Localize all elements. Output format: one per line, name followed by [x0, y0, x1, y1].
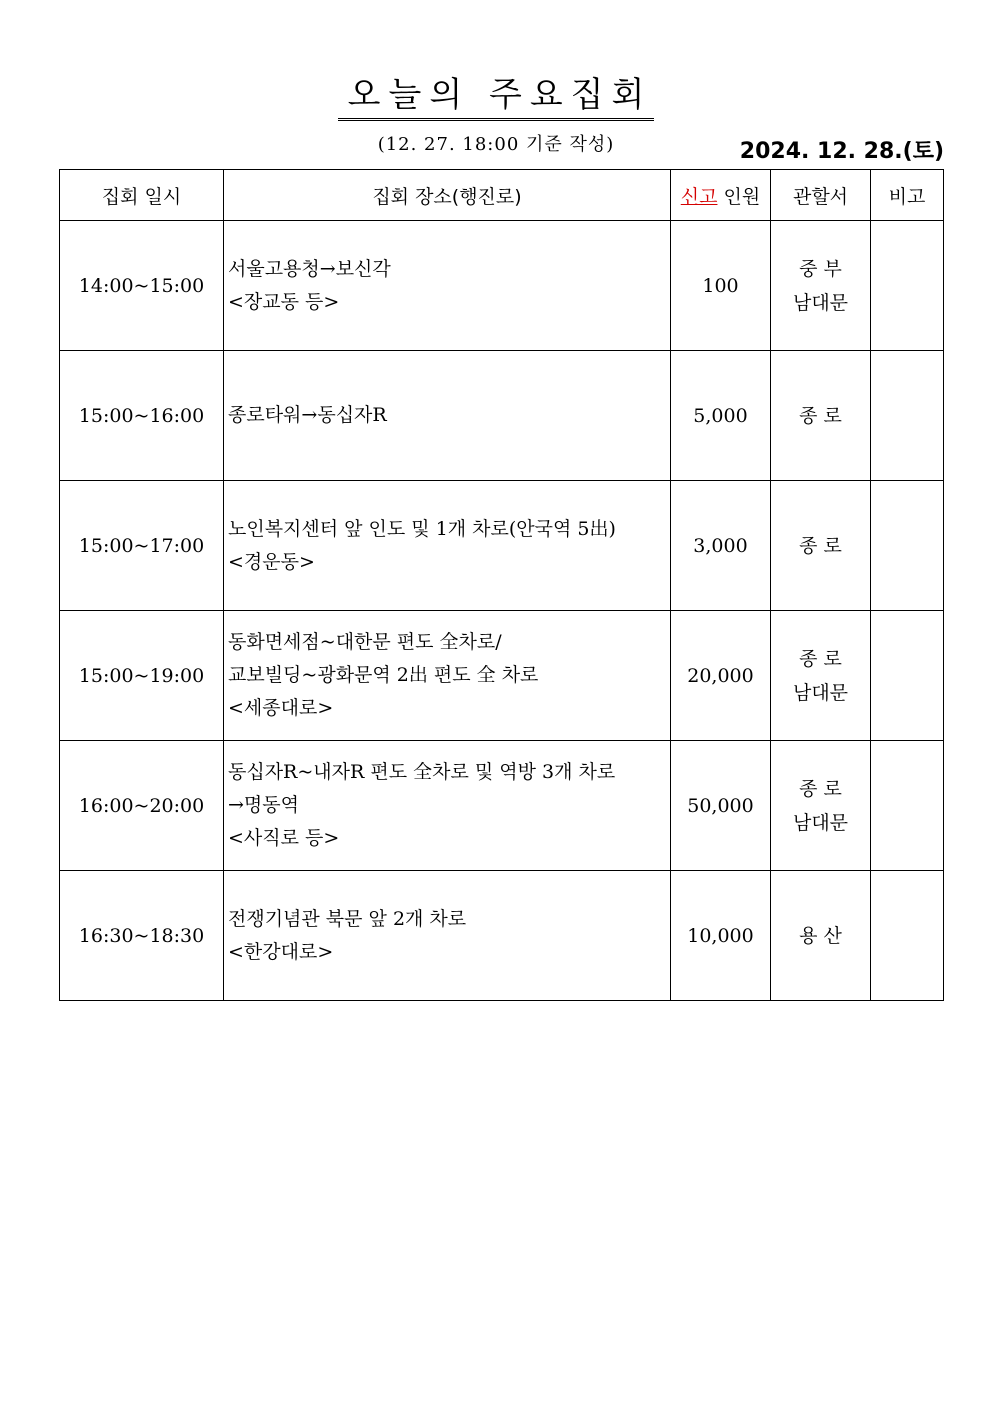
basis-note: (12. 27. 18:00 기준 작성)	[377, 134, 615, 155]
report-date: 2024. 12. 28.(토)	[739, 139, 944, 164]
office-line: 남대문	[792, 291, 849, 314]
place-line: 종로타워→동십자R	[228, 404, 387, 426]
cell-note	[871, 741, 944, 871]
cell-time: 16:30~18:30	[60, 871, 224, 1001]
cell-count: 20,000	[671, 611, 771, 741]
page-title: 오늘의 주요집회	[338, 74, 655, 121]
rally-table	[59, 169, 944, 1001]
cell-count: 50,000	[671, 741, 771, 871]
office-line: 중 부	[799, 257, 842, 280]
office-line: 종 로	[799, 534, 842, 557]
cell-place	[224, 611, 671, 741]
place-line: 전쟁기념관 북문 앞 2개 차로	[228, 907, 467, 930]
col-header-office: 관할서	[771, 170, 871, 221]
cell-place	[224, 741, 671, 871]
cell-place	[224, 221, 671, 351]
cell-place	[224, 481, 671, 611]
cell-count: 5,000	[671, 351, 771, 481]
office-line: 종 로	[799, 647, 842, 670]
place-line: <장교동 등>	[228, 290, 340, 313]
table-row	[60, 221, 944, 351]
col-header-count-people: 인원	[723, 185, 761, 208]
place-line: 동화면세점~대한문 편도 全차로/	[228, 631, 502, 653]
cell-office	[771, 351, 871, 481]
cell-note	[871, 481, 944, 611]
cell-time: 15:00~17:00	[60, 481, 224, 611]
cell-office	[771, 871, 871, 1001]
cell-office	[771, 221, 871, 351]
cell-note	[871, 351, 944, 481]
office-line: 종 로	[799, 404, 842, 427]
cell-time: 16:00~20:00	[60, 741, 224, 871]
place-line: 교보빌딩~광화문역 2出 편도 全 차로	[228, 664, 539, 686]
col-header-time: 집회 일시	[60, 170, 224, 221]
place-line: 서울고용청→보신각	[228, 257, 391, 280]
cell-office	[771, 481, 871, 611]
cell-count: 100	[671, 221, 771, 351]
cell-note	[871, 221, 944, 351]
cell-count: 10,000	[671, 871, 771, 1001]
place-line: →명동역	[228, 794, 299, 816]
cell-note	[871, 871, 944, 1001]
cell-time: 15:00~19:00	[60, 611, 224, 741]
cell-place	[224, 351, 671, 481]
cell-place	[224, 871, 671, 1001]
table-row	[60, 481, 944, 611]
cell-time: 14:00~15:00	[60, 221, 224, 351]
cell-time: 15:00~16:00	[60, 351, 224, 481]
col-header-count	[671, 170, 771, 221]
office-line: 종 로	[799, 777, 842, 800]
cell-office	[771, 741, 871, 871]
table-row	[60, 741, 944, 871]
cell-note	[871, 611, 944, 741]
col-header-note: 비고	[871, 170, 944, 221]
office-line: 남대문	[792, 811, 849, 834]
office-line: 용 산	[799, 924, 842, 947]
col-header-count-reported: 신고	[680, 185, 718, 208]
table-row	[60, 611, 944, 741]
place-line: <한강대로>	[228, 940, 334, 963]
place-line: 동십자R~내자R 편도 全차로 및 역방 3개 차로	[228, 761, 616, 783]
table-row	[60, 871, 944, 1001]
cell-count: 3,000	[671, 481, 771, 611]
col-header-place: 집회 장소(행진로)	[224, 170, 671, 221]
table-row	[60, 351, 944, 481]
place-line: <세종대로>	[228, 697, 334, 719]
table-header-row	[60, 170, 944, 221]
place-line: <사직로 등>	[228, 827, 340, 849]
cell-office	[771, 611, 871, 741]
place-line: 노인복지센터 앞 인도 및 1개 차로(안국역 5出)	[228, 517, 616, 540]
office-line: 남대문	[792, 681, 849, 704]
place-line: <경운동>	[228, 550, 315, 573]
